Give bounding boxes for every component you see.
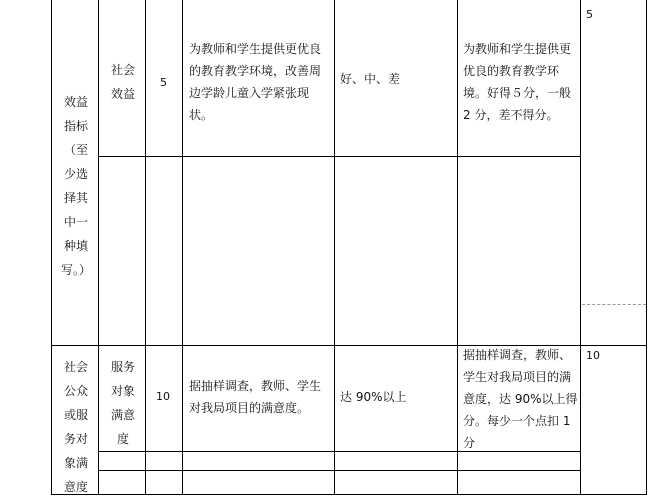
standard-cell: 好、中、差 — [340, 72, 401, 86]
grid-line — [646, 0, 647, 495]
weight-cell: 10 — [156, 390, 170, 403]
grid-line — [182, 0, 183, 495]
sub-category-cell: 社会 效益 — [110, 63, 135, 101]
standard-cell: 达 90%以上 — [340, 390, 407, 404]
weight-cell: 5 — [160, 76, 167, 89]
grid-line — [580, 0, 581, 495]
grid-line — [98, 156, 580, 157]
category-cell: 社会 公众 或服 务对 象满 意度 — [63, 360, 88, 494]
score-cell: 5 — [586, 8, 593, 21]
grid-line — [98, 470, 580, 471]
grid-line — [582, 304, 646, 305]
category-cell: 效益 指标 （至 少选 择其 中一 种填 写。） — [60, 95, 91, 277]
score-cell: 10 — [586, 349, 600, 362]
grid-line — [145, 0, 146, 495]
grid-line — [334, 0, 335, 495]
sub-category-cell: 服务 对象 满意 度 — [110, 360, 135, 446]
indicator-cell: 为教师和学生提供更优良 的教育教学环境，改善周 边学龄儿童入学紧张现 状。 — [189, 42, 322, 122]
scoring-cell: 为教师和学生提供更 优良的教育教学环 境。好得５分，一般 2 分，差不得分。 — [463, 42, 572, 122]
grid-line — [98, 0, 99, 495]
grid-line — [51, 0, 52, 495]
indicator-cell: 据抽样调查，教师、学生 对我局项目的满意度。 — [189, 379, 322, 415]
grid-line — [457, 0, 458, 495]
scoring-cell: 据抽样调查，教师、 学生对我局项目的满 意度，达 90%以上得 分。每少一个点扣 1 分 — [463, 348, 578, 450]
